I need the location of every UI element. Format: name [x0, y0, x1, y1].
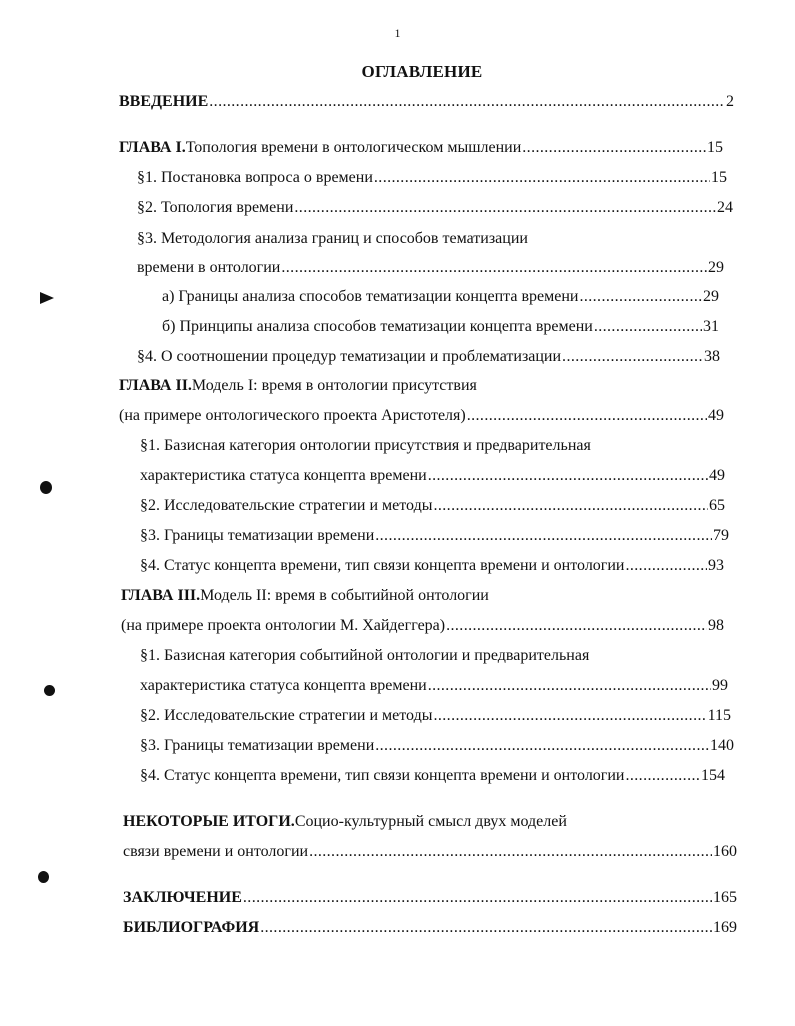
- toc-entry-final-conclusion: [123, 887, 737, 909]
- leader-dots: [446, 615, 707, 637]
- toc-entry-conclusions-cont: [123, 841, 737, 863]
- page-number: 1: [394, 26, 401, 40]
- toc-entry-page: 165: [713, 889, 737, 906]
- toc-entry-chapter-2: [119, 375, 719, 397]
- toc-entry-text: (на примере онтологического проекта Аристотеля): [119, 407, 466, 424]
- toc-entry-ch1-subsection-b: [162, 316, 719, 338]
- leader-dots: [467, 405, 707, 427]
- binder-hole-mark: [40, 292, 54, 304]
- toc-entry-page: 154: [701, 767, 725, 784]
- toc-entry-chapter-2-cont: [119, 405, 724, 427]
- toc-entry-text: §2. Исследовательские стратегии и методы: [140, 497, 433, 514]
- toc-entry-text: §4. Статус концепта времени, тип связи концепта времени и онтологии: [140, 557, 625, 574]
- toc-entry-ch3-section-1-cont: [140, 675, 728, 697]
- toc-entry-page: 169: [713, 919, 737, 936]
- toc-entry-text: Топология времени в онтологическом мышлении: [185, 139, 522, 156]
- toc-entry-page: 15: [707, 139, 723, 156]
- toc-title: ОГЛАВЛЕНИЕ: [361, 62, 483, 81]
- toc-entry-text: б) Принципы анализа способов тематизации концепта времени: [162, 318, 593, 335]
- toc-entry-ch1-section-2: [137, 197, 733, 219]
- toc-entry-page: 49: [709, 467, 725, 484]
- toc-entry-ch2-section-3: [140, 525, 729, 547]
- toc-entry-text: §1. Базисная категория событийной онтологии и предварительная: [140, 647, 590, 664]
- leader-dots: [579, 286, 702, 308]
- toc-entry-heading: НЕКОТОРЫЕ ИТОГИ.: [123, 813, 295, 830]
- toc-entry-heading: БИБЛИОГРАФИЯ: [123, 919, 260, 936]
- toc-entry-page: 99: [712, 677, 728, 694]
- toc-entry-ch1-subsection-a: [162, 286, 719, 308]
- toc-entry-text: (на примере проекта онтологии М. Хайдеггера): [121, 617, 446, 634]
- leader-dots: [433, 705, 706, 727]
- toc-entry-ch1-section-3-cont: [137, 257, 724, 279]
- toc-entry-text: §1. Постановка вопроса о времени: [137, 169, 373, 186]
- toc-entry-text: характеристика статуса концепта времени: [140, 467, 427, 484]
- toc-entry-ch3-section-4: [140, 765, 725, 787]
- toc-entry-conclusions: [123, 811, 723, 833]
- toc-entry-text: характеристика статуса концепта времени: [140, 677, 427, 694]
- toc-entry-text: связи времени и онтологии: [123, 843, 309, 860]
- leader-dots: [522, 137, 706, 159]
- leader-dots: [625, 555, 707, 577]
- toc-entry-page: 24: [717, 199, 733, 216]
- leader-dots: [243, 887, 712, 909]
- toc-entry-ch1-section-1: [137, 167, 727, 189]
- toc-entry-text: Модель I: время в онтологии присутствия: [191, 377, 477, 394]
- leader-dots: [428, 675, 711, 697]
- toc-entry-ch1-section-3: [137, 228, 727, 250]
- toc-entry-page: 79: [713, 527, 729, 544]
- toc-entry-text: Социо-культурный смысл двух моделей: [294, 813, 567, 830]
- binder-hole-mark: [40, 481, 52, 494]
- toc-entry-chapter-3: [121, 585, 721, 607]
- leader-dots: [428, 465, 708, 487]
- toc-entry-text: §3. Границы тематизации времени: [140, 527, 375, 544]
- toc-entry-ch3-section-2: [140, 705, 731, 727]
- toc-entry-heading: ЗАКЛЮЧЕНИЕ: [123, 889, 242, 906]
- leader-dots: [209, 91, 725, 113]
- toc-entry-heading: ГЛАВА III.: [121, 587, 201, 604]
- toc-entry-chapter-3-cont: [121, 615, 724, 637]
- leader-dots: [260, 917, 712, 939]
- toc-entry-text: §4. Статус концепта времени, тип связи концепта времени и онтологии: [140, 767, 625, 784]
- toc-entry-text: Модель II: время в событийной онтологии: [200, 587, 489, 604]
- toc-entry-text: времени в онтологии: [137, 259, 281, 276]
- leader-dots: [562, 346, 703, 368]
- toc-entry-page: 29: [703, 288, 719, 305]
- toc-entry-text: §4. О соотношении процедур тематизации и проблематизации: [137, 348, 562, 365]
- toc-entry-ch1-section-4: [137, 346, 720, 368]
- toc-entry-bibliography: [123, 917, 737, 939]
- toc-entry-page: 29: [708, 259, 724, 276]
- toc-entry-page: 31: [703, 318, 719, 335]
- binder-hole-mark: [38, 871, 49, 883]
- toc-entry-text: §1. Базисная категория онтологии присутствия и предварительная: [140, 437, 591, 454]
- leader-dots: [433, 495, 708, 517]
- toc-entry-chapter-1: [119, 137, 723, 159]
- leader-dots: [375, 525, 712, 547]
- toc-entry-page: 49: [708, 407, 724, 424]
- toc-entry-heading: ГЛАВА II.: [119, 377, 192, 394]
- toc-entry-page: 115: [707, 707, 731, 724]
- toc-entry-text: а) Границы анализа способов тематизации концепта времени: [162, 288, 579, 305]
- leader-dots: [309, 841, 712, 863]
- binder-hole-mark: [44, 685, 55, 696]
- leader-dots: [374, 167, 710, 189]
- toc-entry-ch2-section-1-cont: [140, 465, 725, 487]
- toc-entry-page: 15: [711, 169, 727, 186]
- toc-entry-page: 65: [709, 497, 725, 514]
- toc-entry-text: §2. Исследовательские стратегии и методы: [140, 707, 433, 724]
- toc-entry-text: §3. Методология анализа границ и способов тематизации: [137, 230, 528, 247]
- leader-dots: [281, 257, 707, 279]
- toc-entry-text: §3. Границы тематизации времени: [140, 737, 375, 754]
- toc-entry-heading: ГЛАВА I.: [119, 139, 186, 156]
- toc-entry-page: 2: [726, 93, 734, 110]
- toc-entry-ch3-section-3: [140, 735, 734, 757]
- toc-entry-page: 93: [708, 557, 724, 574]
- toc-entry-heading: ВВЕДЕНИЕ: [119, 93, 209, 110]
- leader-dots: [594, 316, 702, 338]
- toc-entry-page: 140: [710, 737, 734, 754]
- toc-entry-ch2-section-4: [140, 555, 724, 577]
- toc-entry-ch2-section-1: [140, 435, 730, 457]
- toc-entry-ch2-section-2: [140, 495, 725, 517]
- toc-entry-page: 38: [704, 348, 720, 365]
- toc-entry-text: §2. Топология времени: [137, 199, 294, 216]
- toc-entry-ch3-section-1: [140, 645, 730, 667]
- toc-entry-introduction: [119, 91, 734, 113]
- leader-dots: [625, 765, 700, 787]
- toc-entry-page: 160: [713, 843, 737, 860]
- leader-dots: [294, 197, 716, 219]
- leader-dots: [375, 735, 709, 757]
- toc-entry-page: 98: [708, 617, 724, 634]
